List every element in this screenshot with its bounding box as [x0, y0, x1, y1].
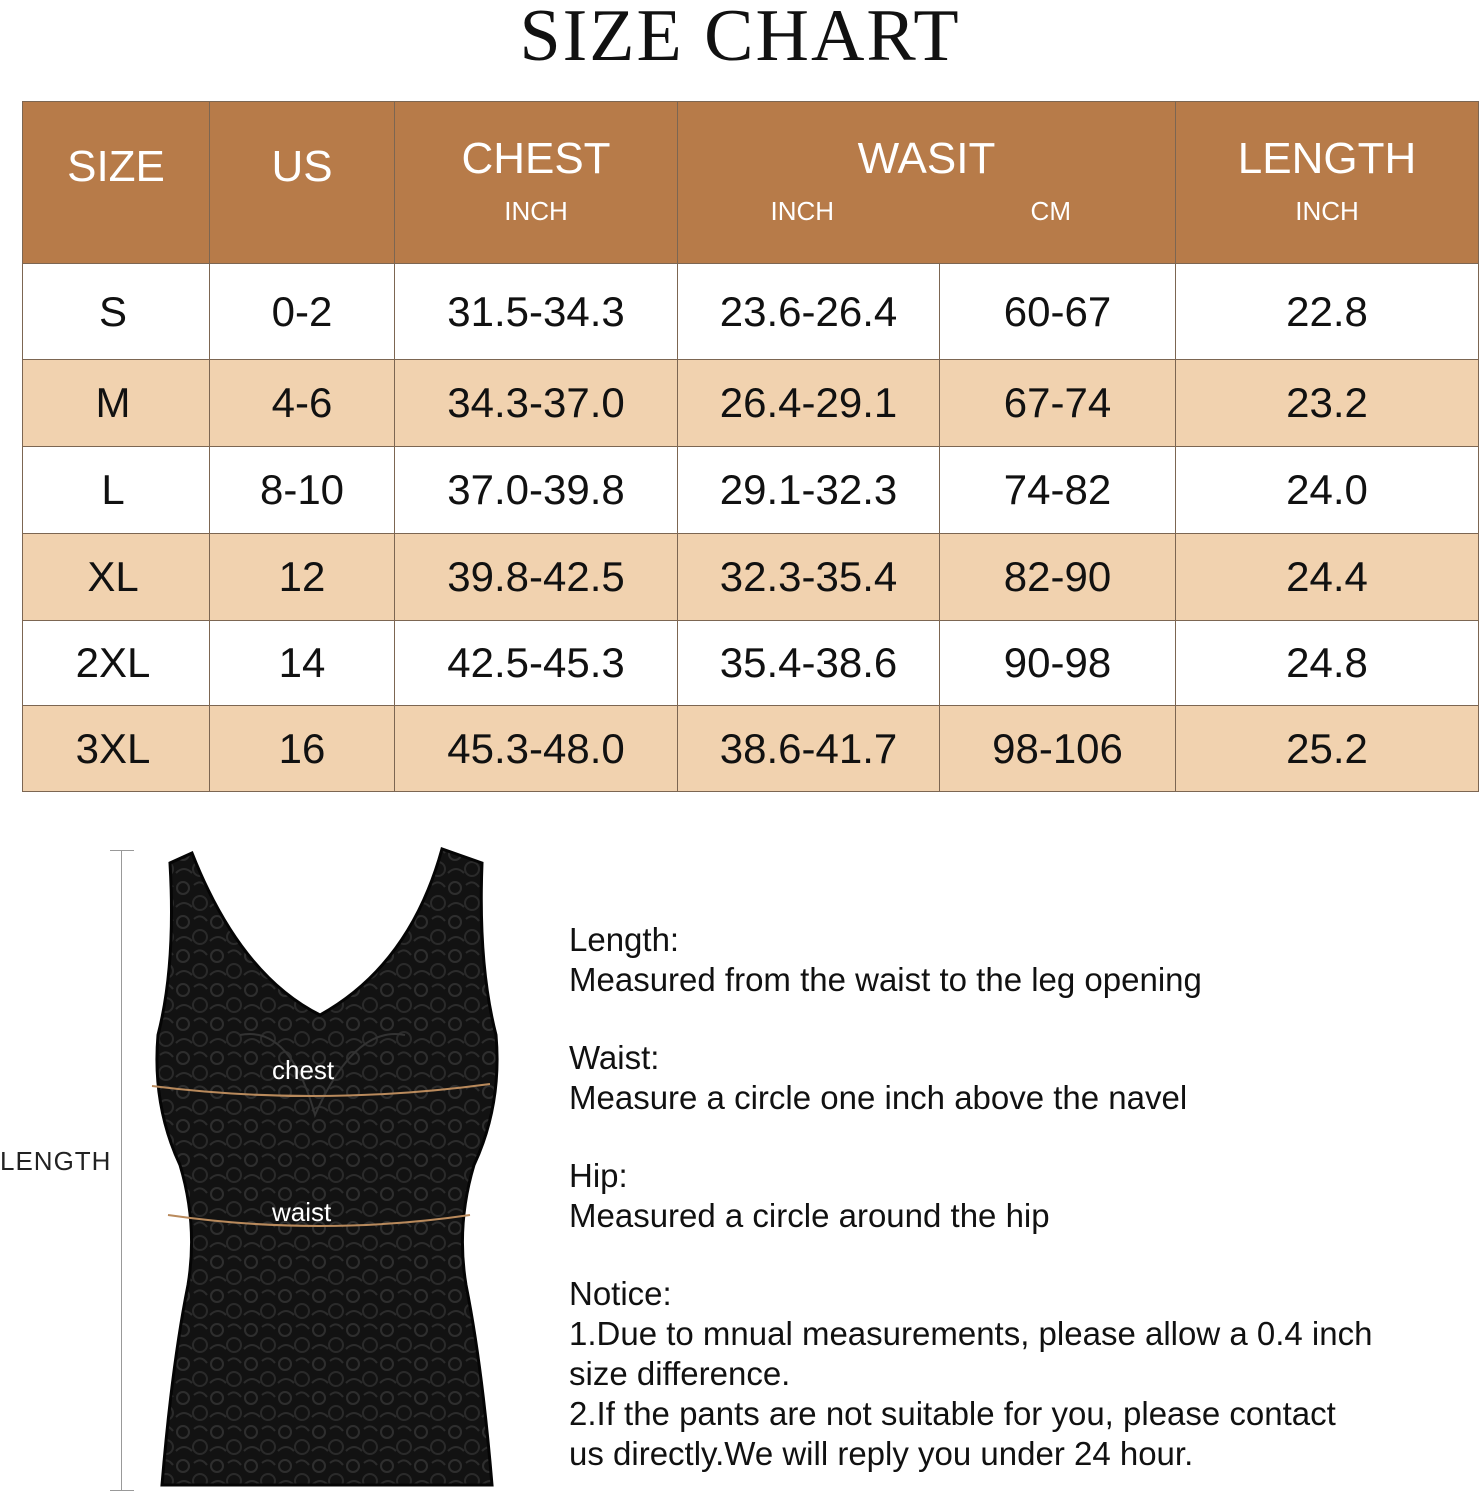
header-length-unit: INCH — [1295, 196, 1359, 226]
cell-us: 12 — [210, 534, 395, 621]
cell-chest: 42.5-45.3 — [395, 621, 678, 706]
note-hip-title: Hip: — [569, 1157, 628, 1194]
note-notice-1b: size difference. — [569, 1355, 791, 1392]
table-row — [23, 534, 1479, 621]
header-waist-label: WASIT — [857, 134, 996, 183]
table-row — [23, 621, 1479, 706]
cell-waist-cm: 67-74 — [940, 360, 1176, 447]
cell-length: 24.8 — [1176, 621, 1479, 706]
note-hip-text: Measured a circle around the hip — [569, 1197, 1050, 1234]
header-size — [23, 102, 210, 264]
length-measure-cap-bottom — [110, 1490, 134, 1491]
garment-illustration — [140, 845, 520, 1500]
cell-us: 8-10 — [210, 447, 395, 534]
cell-size: 2XL — [23, 621, 210, 706]
cell-waist-cm: 74-82 — [940, 447, 1176, 534]
cell-waist-inch: 23.6-26.4 — [678, 264, 940, 360]
note-waist-text: Measure a circle one inch above the navel — [569, 1079, 1188, 1116]
header-chest — [395, 102, 678, 264]
cell-us: 0-2 — [210, 264, 395, 360]
cell-size: 3XL — [23, 706, 210, 792]
cell-chest: 31.5-34.3 — [395, 264, 678, 360]
cell-size: XL — [23, 534, 210, 621]
cell-waist-cm: 90-98 — [940, 621, 1176, 706]
table-row — [23, 360, 1479, 447]
note-notice-title: Notice: — [569, 1275, 672, 1312]
cell-waist-cm: 60-67 — [940, 264, 1176, 360]
note-waist-title: Waist: — [569, 1039, 660, 1076]
cell-chest: 34.3-37.0 — [395, 360, 678, 447]
cell-waist-cm: 82-90 — [940, 534, 1176, 621]
cell-waist-inch: 26.4-29.1 — [678, 360, 940, 447]
cell-chest: 45.3-48.0 — [395, 706, 678, 792]
header-chest-label: CHEST — [461, 134, 611, 183]
waist-label: waist — [272, 1197, 332, 1227]
note-notice-2b: us directly.We will reply you under 24 hour. — [569, 1435, 1194, 1472]
chest-label: chest — [272, 1055, 335, 1085]
cell-waist-cm: 98-106 — [940, 706, 1176, 792]
cell-length: 23.2 — [1176, 360, 1479, 447]
note-length — [569, 920, 1469, 1000]
garment-body — [157, 849, 497, 1485]
cell-length: 25.2 — [1176, 706, 1479, 792]
note-length-text: Measured from the waist to the leg opening — [569, 961, 1202, 998]
cell-length: 24.4 — [1176, 534, 1479, 621]
header-waist-unit-cm: CM — [1030, 196, 1071, 226]
page-title: SIZE CHART — [519, 0, 961, 77]
cell-waist-inch: 29.1-32.3 — [678, 447, 940, 534]
cell-us: 14 — [210, 621, 395, 706]
table-row — [23, 447, 1479, 534]
header-length — [1176, 102, 1479, 264]
tank-top-figure — [140, 845, 520, 1500]
cell-waist-inch: 38.6-41.7 — [678, 706, 940, 792]
header-us — [210, 102, 395, 264]
cell-waist-inch: 35.4-38.6 — [678, 621, 940, 706]
cell-waist-inch: 32.3-35.4 — [678, 534, 940, 621]
table-header-row — [23, 102, 1479, 264]
note-length-title: Length: — [569, 921, 680, 958]
cell-size: M — [23, 360, 210, 447]
note-hip — [569, 1156, 1469, 1236]
length-measure-cap-top — [110, 850, 134, 851]
header-length-label: LENGTH — [1237, 134, 1417, 183]
length-label: LENGTH — [0, 1146, 112, 1176]
note-notice-1a: 1.Due to mnual measurements, please allow a 0.4 inch — [569, 1315, 1373, 1352]
header-us-label: US — [271, 142, 333, 191]
cell-length: 22.8 — [1176, 264, 1479, 360]
header-waist-unit-inch: INCH — [770, 196, 835, 226]
header-waist — [678, 102, 1176, 264]
cell-us: 16 — [210, 706, 395, 792]
table-row — [23, 264, 1479, 360]
size-table — [22, 101, 1479, 792]
table-row — [23, 706, 1479, 792]
cell-size: S — [23, 264, 210, 360]
header-chest-unit: INCH — [504, 196, 568, 226]
header-size-label: SIZE — [67, 142, 165, 191]
cell-length: 24.0 — [1176, 447, 1479, 534]
length-measure-line — [121, 850, 122, 1490]
measurement-notes — [569, 920, 1469, 1512]
cell-chest: 39.8-42.5 — [395, 534, 678, 621]
note-notice-2a: 2.If the pants are not suitable for you, please contact — [569, 1395, 1336, 1432]
note-waist — [569, 1038, 1469, 1118]
cell-us: 4-6 — [210, 360, 395, 447]
note-notice — [569, 1274, 1469, 1474]
cell-chest: 37.0-39.8 — [395, 447, 678, 534]
cell-size: L — [23, 447, 210, 534]
